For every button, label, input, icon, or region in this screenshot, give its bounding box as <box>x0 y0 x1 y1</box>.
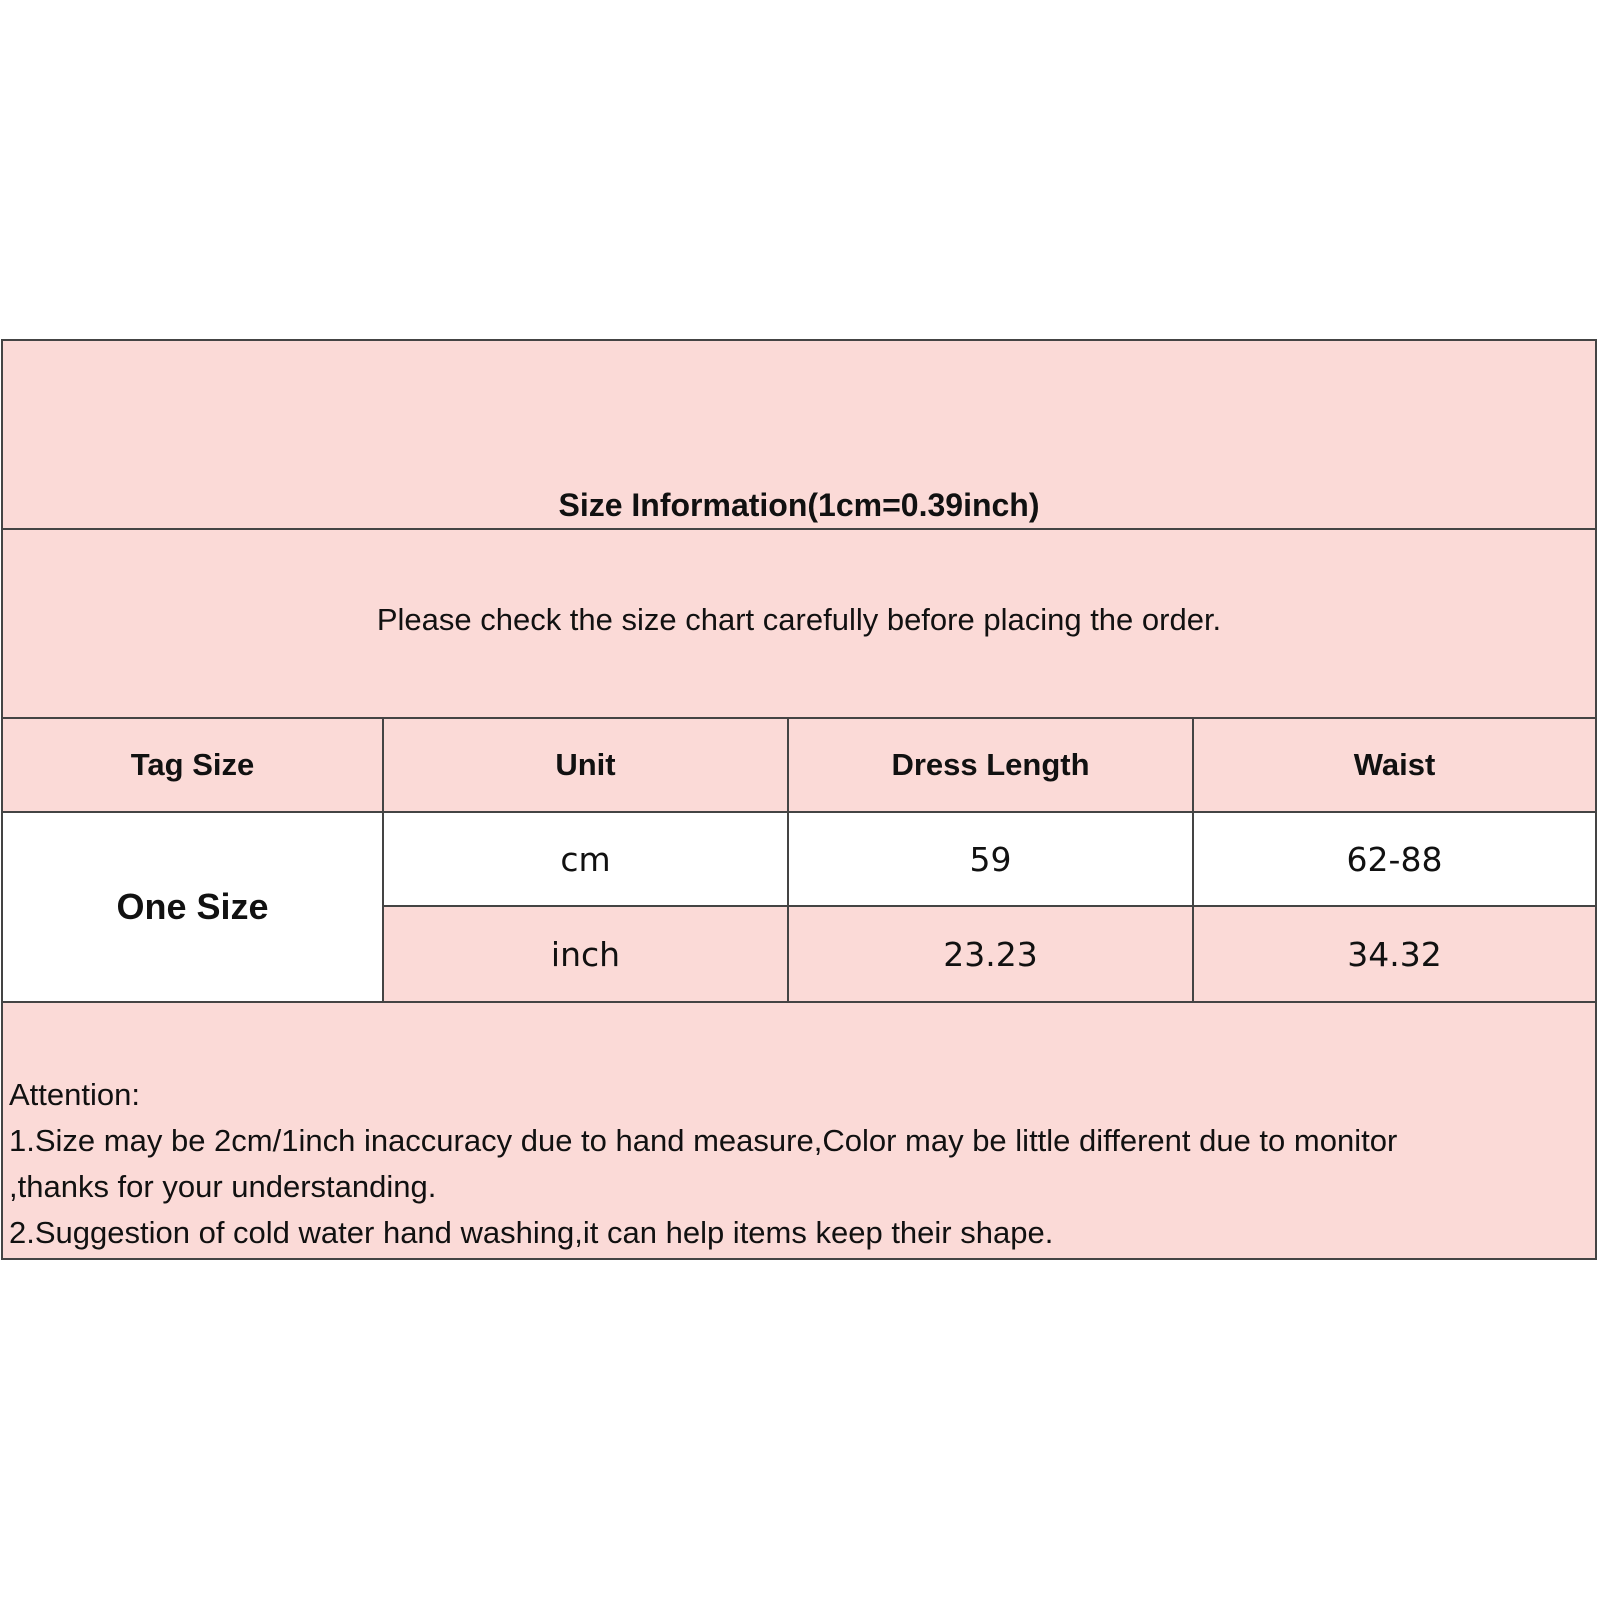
header-dress-length: Dress Length <box>789 719 1194 813</box>
subtitle-row <box>3 530 1595 719</box>
size-chart-instruction: Please check the size chart carefully before placing the order. <box>376 601 1222 637</box>
dress-length-cm-cell: 59 <box>789 813 1194 907</box>
waist-cm-cell: 62-88 <box>1194 813 1595 907</box>
header-unit: Unit <box>384 719 789 813</box>
tag-size-cell: One Size <box>3 813 384 1001</box>
attention-line: 1.Size may be 2cm/1inch inaccuracy due to hand measure,Color may be little different due to monitor <box>9 1123 1398 1158</box>
unit-cm-cell: cm <box>384 813 789 907</box>
size-table <box>3 719 1595 1003</box>
header-waist: Waist <box>1194 719 1595 813</box>
header-tag-size: Tag Size <box>3 719 384 813</box>
waist-inch-cell: 34.32 <box>1194 907 1595 1001</box>
dress-length-inch-cell: 23.23 <box>789 907 1194 1001</box>
attention-line: 2.Suggestion of cold water hand washing,it can help items keep their shape. <box>9 1215 1054 1250</box>
unit-inch-cell: inch <box>384 907 789 1001</box>
attention-line: ,thanks for your understanding. <box>9 1169 437 1204</box>
size-chart <box>1 339 1597 1260</box>
attention-notes <box>9 1072 1591 1256</box>
attention-heading: Attention: <box>9 1077 140 1112</box>
title-row <box>3 341 1595 530</box>
size-info-title: Size Information(1cm=0.39inch) <box>558 487 1040 523</box>
